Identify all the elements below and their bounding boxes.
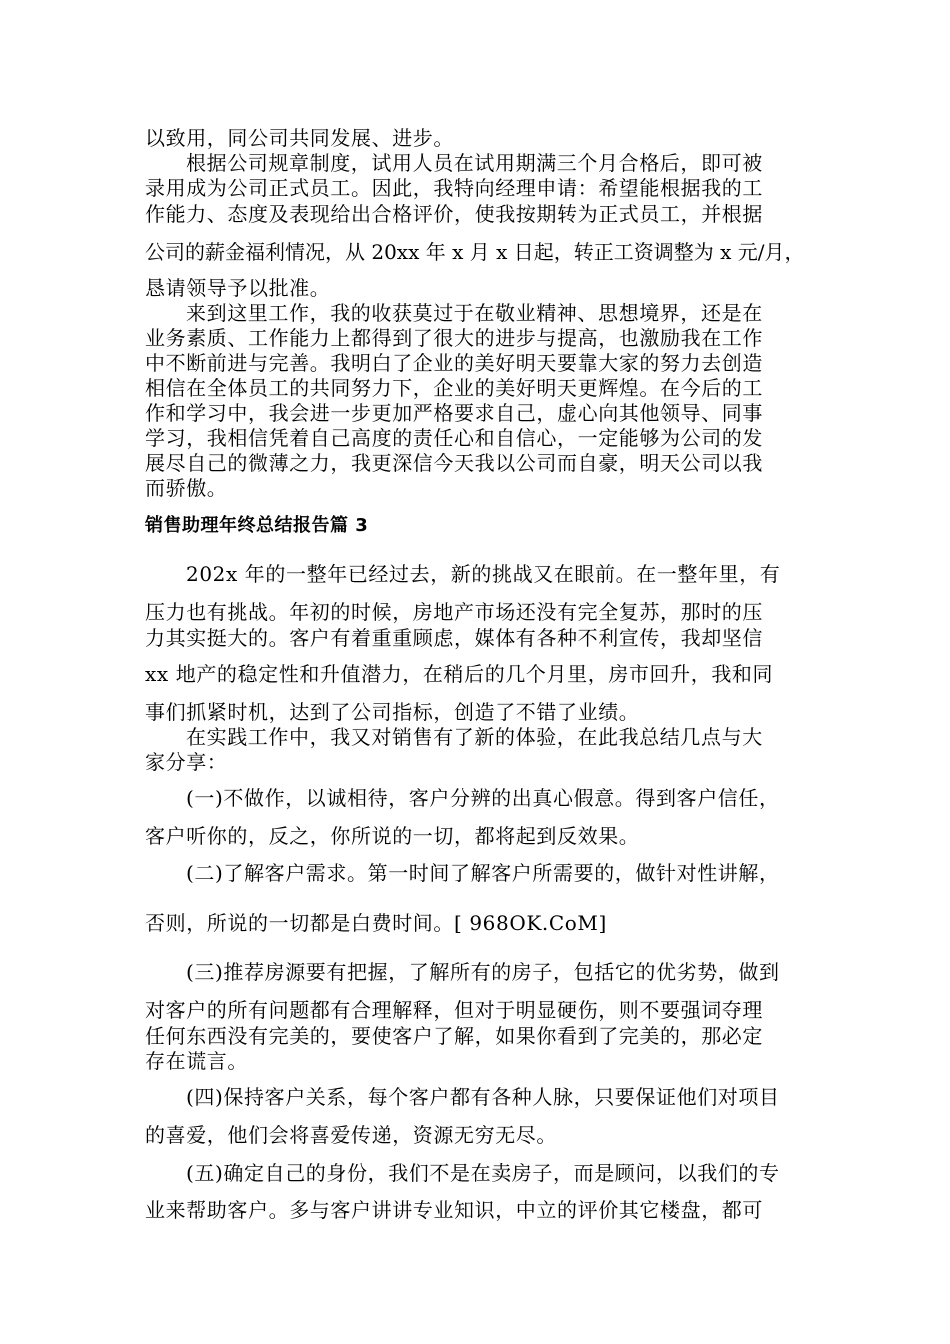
text-line: 业务素质、工作能力上都得到了很大的进步与提高，也激励我在工作 [145, 326, 763, 350]
paragraph-start: 在实践工作中，我又对销售有了新的体验，在此我总结几点与大 [186, 725, 763, 749]
list-item: (二)了解客户需求。第一时间了解客户所需要的，做针对性讲解， [186, 861, 780, 885]
text-line: 家分享： [145, 750, 228, 774]
text-line: 中不断前进与完善。我明白了企业的美好明天要靠大家的努力去创造 [145, 351, 763, 375]
text-line: 作和学习中，我会进一步更加严格要求自己，虚心向其他领导、同事 [145, 401, 763, 425]
text-line: 展尽自己的微薄之力，我更深信今天我以公司而自豪，明天公司以我 [145, 451, 763, 475]
text-line: 而骄傲。 [145, 476, 228, 500]
text-line: 存在谎言。 [145, 1049, 248, 1073]
list-item: (一)不做作，以诚相待，客户分辨的出真心假意。得到客户信任， [186, 786, 780, 810]
text-line: 力其实挺大的。客户有着重重顾虑，媒体有各种不利宣传，我却坚信 [145, 626, 763, 650]
text-line: 恳请领导予以批准。 [145, 276, 331, 300]
paragraph-start: 根据公司规章制度，试用人员在试用期满三个月合格后，即可被 [186, 151, 763, 175]
text-line: 客户听你的，反之，你所说的一切，都将起到反效果。 [145, 824, 640, 848]
text-line: 学习，我相信凭着自己高度的责任心和自信心，一定能够为公司的发 [145, 426, 763, 450]
list-item: (三)推荐房源要有把握，了解所有的房子，包括它的优劣势，做到 [186, 960, 780, 984]
text-line: 以致用，同公司共同发展、进步。 [145, 126, 454, 150]
section-heading: 销售助理年终总结报告篇 3 [145, 515, 369, 536]
paragraph-start: 202x 年的一整年已经过去，新的挑战又在眼前。在一整年里，有 [186, 562, 781, 586]
text-line: 任何东西没有完美的，要使客户了解，如果你看到了完美的，那必定 [145, 1024, 763, 1048]
text-line: 相信在全体员工的共同努力下，企业的美好明天更辉煌。在今后的工 [145, 376, 763, 400]
text-line: 否则，所说的一切都是白费时间。[ 968OK.CoM] [145, 911, 607, 935]
text-line: 压力也有挑战。年初的时候，房地产市场还没有完全复苏，那时的压 [145, 600, 763, 624]
text-line: 的喜爱，他们会将喜爱传递，资源无穷无尽。 [145, 1123, 557, 1147]
text-line: 事们抓紧时机，达到了公司指标，创造了不错了业绩。 [145, 700, 640, 724]
text-line: xx 地产的稳定性和升值潜力，在稍后的几个月里，房市回升，我和同 [145, 662, 774, 686]
text-line: 作能力、态度及表现给出合格评价，使我按期转为正式员工，并根据 [145, 202, 763, 226]
text-line: 录用成为公司正式员工。因此，我特向经理申请：希望能根据我的工 [145, 176, 763, 200]
text-line: 业来帮助客户。多与客户讲讲专业知识，中立的评价其它楼盘，都可 [145, 1198, 763, 1222]
list-item: (五)确定自己的身份，我们不是在卖房子，而是顾问，以我们的专 [186, 1161, 780, 1185]
text-line: 对客户的所有问题都有合理解释，但对于明显硬伤，则不要强词夺理 [145, 998, 763, 1022]
paragraph-start: 来到这里工作，我的收获莫过于在敬业精神、思想境界，还是在 [186, 301, 763, 325]
text-line: 公司的薪金福利情况，从 20xx 年 x 月 x 日起，转正工资调整为 x 元/月， [145, 240, 805, 264]
list-item: (四)保持客户关系，每个客户都有各种人脉，只要保证他们对项目 [186, 1085, 780, 1109]
